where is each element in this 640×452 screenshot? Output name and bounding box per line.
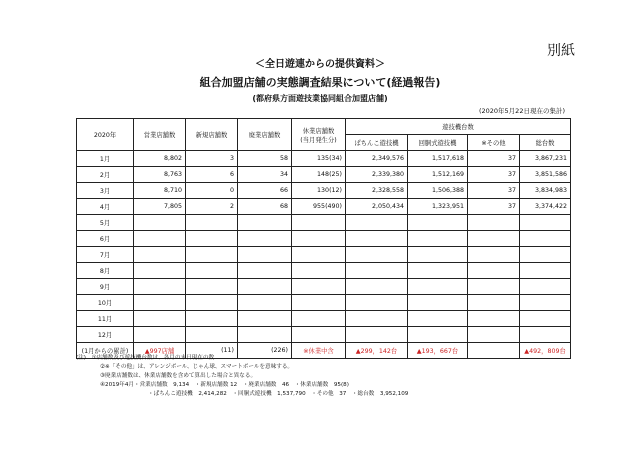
slot-cell: 1,323,951 xyxy=(408,199,468,215)
summary-total-cell: ▲492，809台 xyxy=(520,343,571,359)
other-cell: 37 xyxy=(468,199,520,215)
slot-cell xyxy=(408,247,468,263)
header-pachinko: ぱちんこ遊技機 xyxy=(346,135,408,151)
suspend-cell xyxy=(292,231,346,247)
closed-cell: 58 xyxy=(238,151,292,167)
total-cell xyxy=(520,279,571,295)
month-cell: 10月 xyxy=(77,295,134,311)
other-cell: 37 xyxy=(468,183,520,199)
total-cell xyxy=(520,311,571,327)
closed-cell xyxy=(238,247,292,263)
month-cell: 4月 xyxy=(77,199,134,215)
source-title: ＜全日遊連からの提供資料＞ xyxy=(255,59,385,70)
pachinko-cell xyxy=(346,311,408,327)
suspend-cell xyxy=(292,295,346,311)
total-cell: 3,851,586 xyxy=(520,167,571,183)
open-cell: 8,710 xyxy=(134,183,186,199)
pachinko-cell: 2,339,380 xyxy=(346,167,408,183)
pachinko-cell xyxy=(346,279,408,295)
new-cell: 6 xyxy=(186,167,238,183)
suspend-cell xyxy=(292,215,346,231)
total-cell xyxy=(520,215,571,231)
header-other: ※その他 xyxy=(468,135,520,151)
header-slot: 回胴式遊技機 xyxy=(408,135,468,151)
slot-cell xyxy=(408,231,468,247)
other-cell: 37 xyxy=(468,167,520,183)
slot-cell xyxy=(408,215,468,231)
other-cell xyxy=(468,215,520,231)
slot-cell: 1,512,169 xyxy=(408,167,468,183)
survey-table xyxy=(76,118,571,359)
note-4: ④2019年4月・営業店舗数 9,134 ・新規店舗数 12 ・廃業店舗数 46 ・休業店舗数 95(8) xyxy=(100,382,349,388)
month-cell: 11月 xyxy=(77,311,134,327)
table-row xyxy=(77,311,571,327)
new-cell xyxy=(186,311,238,327)
total-cell xyxy=(520,263,571,279)
new-cell: 2 xyxy=(186,199,238,215)
header-new-stores: 新規店舗数 xyxy=(186,119,238,151)
month-cell: 2月 xyxy=(77,167,134,183)
pachinko-cell xyxy=(346,263,408,279)
slot-cell xyxy=(408,279,468,295)
other-cell xyxy=(468,311,520,327)
open-cell: 8,763 xyxy=(134,167,186,183)
other-cell xyxy=(468,263,520,279)
summary-other-cell xyxy=(468,343,520,359)
month-cell: 12月 xyxy=(77,327,134,343)
slot-cell xyxy=(408,311,468,327)
closed-cell xyxy=(238,279,292,295)
table-row xyxy=(77,151,571,167)
suspend-cell xyxy=(292,311,346,327)
month-cell: 5月 xyxy=(77,215,134,231)
closed-cell xyxy=(238,231,292,247)
open-cell: 7,805 xyxy=(134,199,186,215)
closed-cell xyxy=(238,215,292,231)
open-cell xyxy=(134,311,186,327)
suspend-cell: 135(34) xyxy=(292,151,346,167)
slot-cell xyxy=(408,327,468,343)
total-cell xyxy=(520,247,571,263)
closed-cell xyxy=(238,263,292,279)
month-cell: 9月 xyxy=(77,279,134,295)
closed-cell xyxy=(238,327,292,343)
suspend-cell: 955(490) xyxy=(292,199,346,215)
new-cell xyxy=(186,247,238,263)
month-cell: 3月 xyxy=(77,183,134,199)
new-cell: 3 xyxy=(186,151,238,167)
header-open-stores: 営業店舗数 xyxy=(134,119,186,151)
open-cell xyxy=(134,279,186,295)
closed-cell xyxy=(238,311,292,327)
summary-open-cell: ▲997店舗 xyxy=(134,343,186,359)
table-row xyxy=(77,199,571,215)
suspend-cell xyxy=(292,263,346,279)
month-cell: 8月 xyxy=(77,263,134,279)
summary-suspend-cell: ※休業中含 xyxy=(292,343,346,359)
slot-cell: 1,506,388 xyxy=(408,183,468,199)
month-cell: 1月 xyxy=(77,151,134,167)
pachinko-cell: 2,349,576 xyxy=(346,151,408,167)
header-suspended-label: 休業店舗数 xyxy=(302,127,335,135)
open-cell xyxy=(134,295,186,311)
main-title: 組合加盟店舗の実態調査結果について(経過報告) xyxy=(199,76,441,89)
pachinko-cell xyxy=(346,247,408,263)
closed-cell xyxy=(238,295,292,311)
new-cell xyxy=(186,215,238,231)
other-cell xyxy=(468,231,520,247)
note-2: ②※「その他」は、アレンジボール、じゃん球、スマートボールを意味する。 xyxy=(100,364,294,370)
new-cell xyxy=(186,295,238,311)
header-machines: 遊技機台数 xyxy=(346,119,571,135)
closed-cell: 34 xyxy=(238,167,292,183)
header-suspended-stores xyxy=(292,119,346,151)
total-cell: 3,867,231 xyxy=(520,151,571,167)
closed-cell: 68 xyxy=(238,199,292,215)
pachinko-cell xyxy=(346,295,408,311)
new-cell xyxy=(186,231,238,247)
pachinko-cell xyxy=(346,215,408,231)
pachinko-cell: 2,050,434 xyxy=(346,199,408,215)
other-cell xyxy=(468,247,520,263)
closed-cell: 66 xyxy=(238,183,292,199)
sub-title: (都府県方面遊技業協同組合加盟店舗) xyxy=(252,94,388,103)
summary-label-cell: (1月からの累計) xyxy=(77,343,134,359)
table-row xyxy=(77,183,571,199)
pachinko-cell xyxy=(346,327,408,343)
header-suspended-sub: (当月発生分) xyxy=(300,136,337,144)
month-cell: 7月 xyxy=(77,247,134,263)
pachinko-cell xyxy=(346,231,408,247)
table-row xyxy=(77,279,571,295)
other-cell: 37 xyxy=(468,151,520,167)
suspend-cell xyxy=(292,327,346,343)
new-cell: 0 xyxy=(186,183,238,199)
header-year: 2020年 xyxy=(77,119,134,151)
total-cell xyxy=(520,327,571,343)
note-5: ・ぱちんこ遊技機 2,414,282 ・回胴式遊技機 1,537,790 ・その他 37 ・総台数 3,952,109 xyxy=(148,391,409,397)
header-total: 総台数 xyxy=(520,135,571,151)
slot-cell: 1,517,618 xyxy=(408,151,468,167)
open-cell xyxy=(134,327,186,343)
suspend-cell xyxy=(292,247,346,263)
suspend-cell xyxy=(292,279,346,295)
open-cell xyxy=(134,263,186,279)
open-cell xyxy=(134,247,186,263)
summary-closed-cell: (226) xyxy=(238,343,292,359)
summary-new-cell: (11) xyxy=(186,343,238,359)
other-cell xyxy=(468,295,520,311)
suspend-cell: 148(25) xyxy=(292,167,346,183)
month-cell: 6月 xyxy=(77,231,134,247)
as-of-date: (2020年5月22日現在の集計) xyxy=(478,107,565,115)
other-cell xyxy=(468,327,520,343)
summary-slot-cell: ▲193，667台 xyxy=(408,343,468,359)
total-cell xyxy=(520,295,571,311)
suspend-cell: 130(12) xyxy=(292,183,346,199)
open-cell: 8,802 xyxy=(134,151,186,167)
summary-pachinko-cell: ▲299，142台 xyxy=(346,343,408,359)
pachinko-cell: 2,328,558 xyxy=(346,183,408,199)
new-cell xyxy=(186,263,238,279)
header-closed-stores: 廃業店舗数 xyxy=(238,119,292,151)
total-cell: 3,834,983 xyxy=(520,183,571,199)
open-cell xyxy=(134,231,186,247)
table-row xyxy=(77,295,571,311)
slot-cell xyxy=(408,295,468,311)
other-cell xyxy=(468,279,520,295)
table-body xyxy=(77,151,571,359)
new-cell xyxy=(186,279,238,295)
note-3: ③廃業店舗数は、休業店舗数を含めて算出した場合と異なる。 xyxy=(100,373,257,379)
table-row xyxy=(77,231,571,247)
new-cell xyxy=(186,327,238,343)
note-1: (注) ①店舗数及び遊技機台数は、各月の末日現在の数 xyxy=(76,355,215,361)
slot-cell xyxy=(408,263,468,279)
table-row xyxy=(77,247,571,263)
open-cell xyxy=(134,215,186,231)
total-cell: 3,374,422 xyxy=(520,199,571,215)
table-row xyxy=(77,263,571,279)
annex-label: 別紙 xyxy=(547,43,575,59)
total-cell xyxy=(520,231,571,247)
table-row xyxy=(77,167,571,183)
table-row xyxy=(77,327,571,343)
table-row xyxy=(77,215,571,231)
